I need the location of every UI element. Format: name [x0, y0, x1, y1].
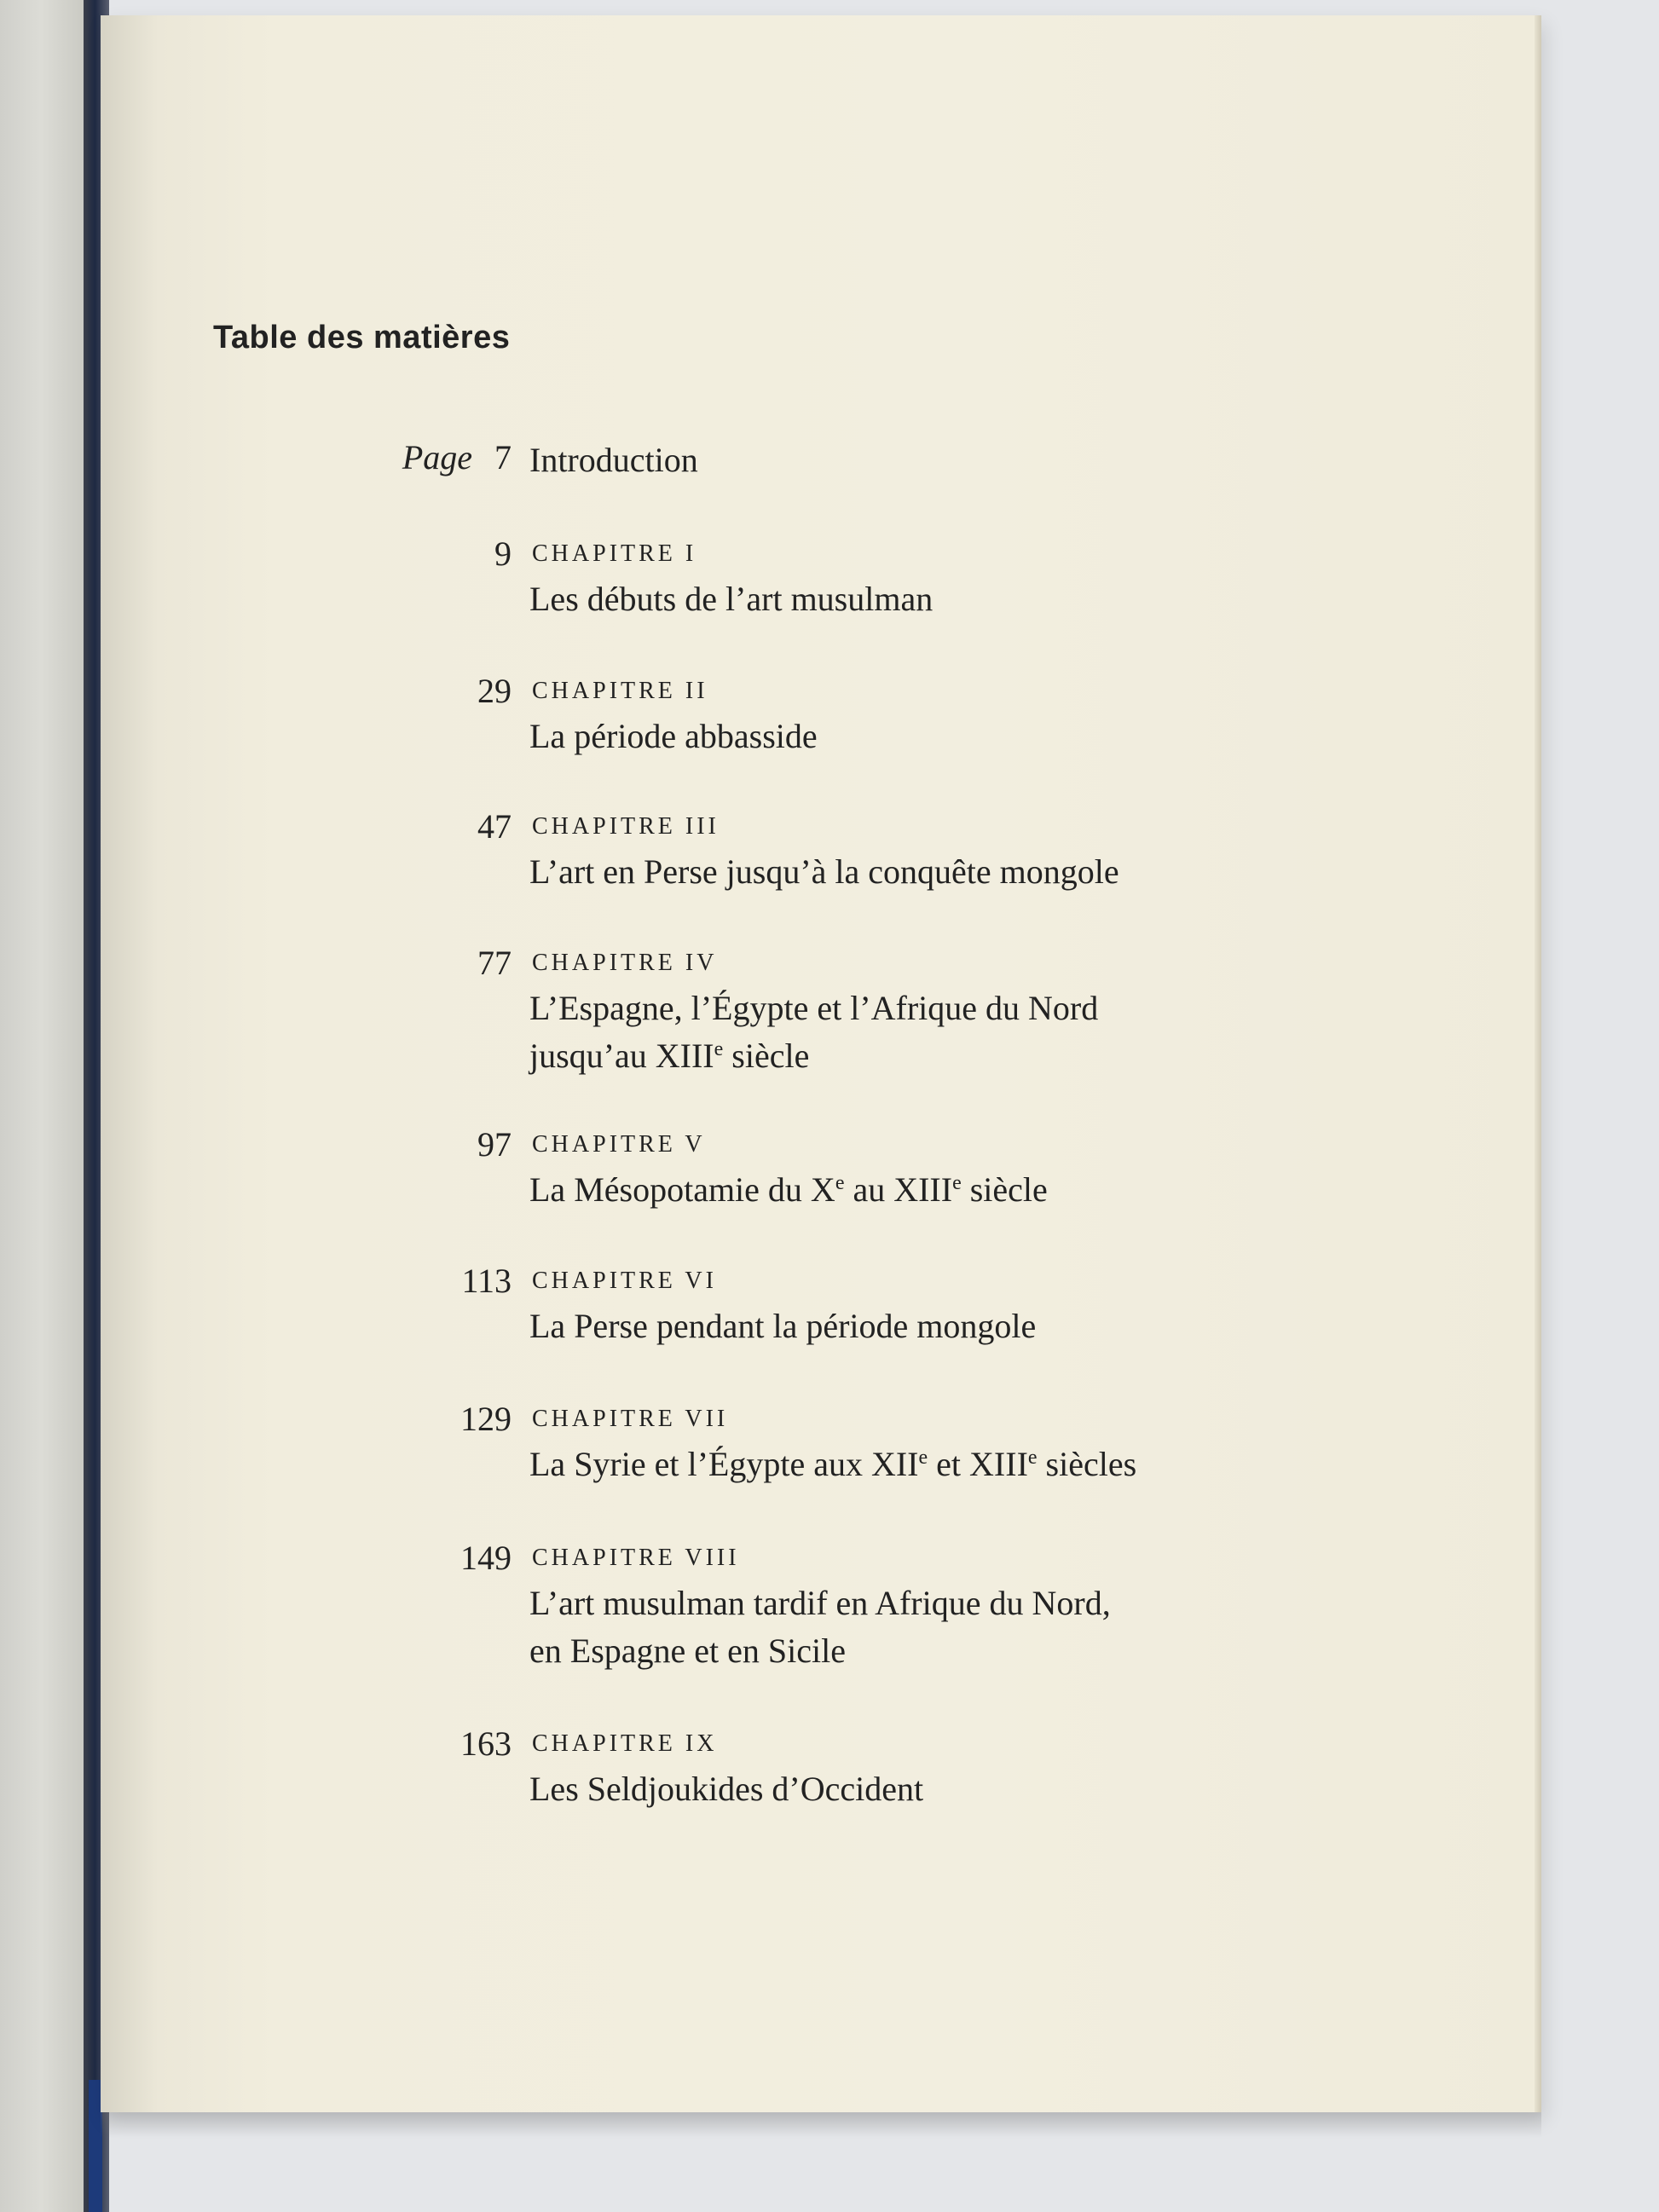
toc-page-number [477, 806, 512, 848]
chapter-title: La Perse pendant la période mongole [529, 1307, 1037, 1345]
page-number: 7 [494, 438, 512, 476]
toc-page-number [402, 436, 512, 479]
toc-page-number [477, 1123, 512, 1166]
chapter-label: CHAPITRE I [532, 540, 697, 567]
chapter-label: CHAPITRE V [532, 1131, 706, 1158]
toc-page-number [477, 670, 512, 713]
chapter-title: L’art musulman tardif en Afrique du Nord, [529, 1584, 1111, 1622]
chapter-title: jusqu’au XIIIe siècle [529, 1037, 810, 1075]
chapter-label: CHAPITRE IV [532, 950, 718, 976]
chapter-title: Introduction [529, 441, 698, 479]
chapter-title: La Syrie et l’Égypte aux XIIe et XIIIe siècles [529, 1445, 1137, 1483]
page-number: 97 [477, 1125, 512, 1164]
page-number: 9 [494, 534, 512, 573]
page-number: 77 [477, 944, 512, 982]
chapter-label: CHAPITRE VI [532, 1268, 717, 1294]
page-number: 29 [477, 672, 512, 710]
toc-page-number [460, 1537, 512, 1580]
chapter-title: L’art en Perse jusqu’à la conquête mongole [529, 852, 1119, 891]
chapter-title: L’Espagne, l’Égypte et l’Afrique du Nord [529, 989, 1099, 1027]
chapter-title: La période abbasside [529, 717, 818, 755]
chapter-title: La Mésopotamie du Xe au XIIIe siècle [529, 1170, 1048, 1209]
page-number: 163 [460, 1724, 512, 1763]
toc-page-number [460, 1723, 512, 1765]
page-number: 113 [461, 1262, 512, 1300]
chapter-label: CHAPITRE VII [532, 1406, 729, 1432]
toc-page-number [461, 1260, 512, 1302]
toc-page-number [494, 533, 512, 575]
toc-heading: Table des matières [213, 320, 511, 355]
chapter-label: CHAPITRE IX [532, 1730, 718, 1757]
chapter-title: Les Seldjoukides d’Occident [529, 1770, 924, 1808]
chapter-label: CHAPITRE II [532, 678, 708, 704]
page-number: 129 [460, 1400, 512, 1438]
chapter-title: Les débuts de l’art musulman [529, 580, 934, 618]
chapter-label: CHAPITRE VIII [532, 1545, 740, 1571]
toc-page-number [460, 1398, 512, 1441]
page-word: Page [402, 438, 472, 476]
chapter-title: en Espagne et en Sicile [529, 1632, 846, 1670]
toc-page-number [477, 942, 512, 985]
page-number: 47 [477, 807, 512, 846]
page-number: 149 [460, 1539, 512, 1577]
chapter-label: CHAPITRE III [532, 813, 720, 840]
